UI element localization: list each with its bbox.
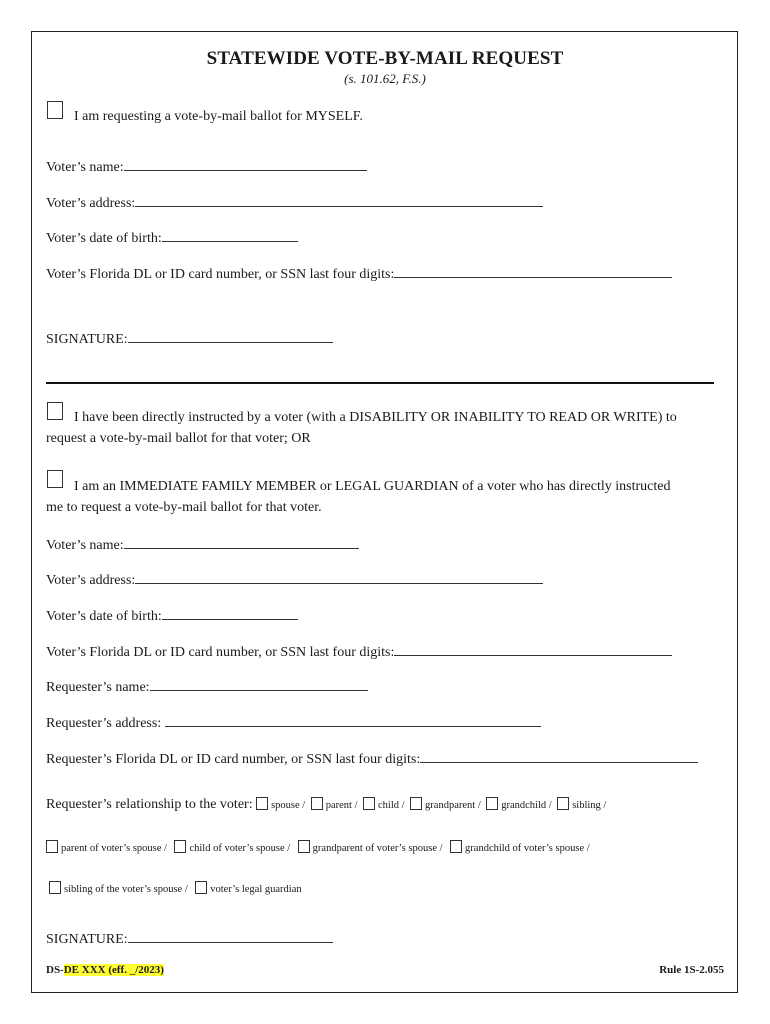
voter-address-row [46, 195, 543, 212]
disability-option-line1: I have been directly instructed by a voter (with a DISABILITY OR INABILITY TO READ OR WRITE) to [74, 410, 677, 425]
section-divider [46, 382, 714, 384]
family-option-line2: me to request a vote-by-mail ballot for that voter. [46, 500, 322, 515]
voter-name-field[interactable] [124, 537, 359, 549]
voter-address-field[interactable] [135, 572, 543, 584]
disability-option-line2: request a vote-by-mail ballot for that voter; OR [46, 431, 311, 446]
voter-address-field[interactable] [135, 195, 543, 207]
spouse-checkbox[interactable] [256, 797, 268, 810]
requester-name-row [46, 679, 368, 696]
parent-of-spouse-checkbox[interactable] [46, 840, 58, 853]
requester-address-field[interactable] [165, 715, 541, 727]
self-option-label: I am requesting a vote-by-mail ballot for MYSELF. [74, 109, 363, 124]
signature-label: SIGNATURE: [46, 932, 128, 947]
parent-checkbox[interactable] [311, 797, 323, 810]
signature-field[interactable] [128, 331, 333, 343]
voter-dob-field[interactable] [162, 608, 298, 620]
legal-guardian-option: voter’s legal guardian [210, 884, 302, 895]
sibling-option: sibling / [572, 800, 607, 811]
voter-address-label: Voter’s address: [46, 573, 136, 588]
rule-number: Rule 1S-2.055 [659, 964, 724, 976]
voter-id-row-2 [46, 644, 672, 661]
voter-dob-label: Voter’s date of birth: [46, 231, 162, 246]
grandparent-option: grandparent / [425, 800, 481, 811]
voter-dob-row [46, 230, 298, 247]
requester-id-row [46, 751, 698, 768]
child-of-spouse-option: child of voter’s spouse / [189, 843, 291, 854]
signature-label: SIGNATURE: [46, 332, 128, 347]
requester-id-field[interactable] [420, 751, 698, 763]
voter-id-field[interactable] [394, 644, 672, 656]
grandparent-of-spouse-checkbox[interactable] [298, 840, 310, 853]
spouse-option: spouse / [271, 800, 306, 811]
requester-name-field[interactable] [150, 679, 368, 691]
signature-row-2 [46, 931, 333, 948]
form-code-prefix: DS- [46, 964, 64, 976]
signature-field[interactable] [128, 931, 333, 943]
voter-address-row-2 [46, 572, 543, 589]
voter-name-label: Voter’s name: [46, 160, 124, 175]
grandchild-of-spouse-option: grandchild of voter’s spouse / [465, 843, 590, 854]
self-checkbox[interactable] [47, 101, 63, 119]
sibling-of-spouse-option: sibling of the voter’s spouse / [64, 884, 188, 895]
voter-dob-row-2 [46, 608, 298, 625]
grandchild-option: grandchild / [501, 800, 552, 811]
form-title: STATEWIDE VOTE-BY-MAIL REQUEST [206, 48, 564, 69]
relationship-row-2 [46, 840, 590, 856]
sibling-checkbox[interactable] [557, 797, 569, 810]
grandchild-checkbox[interactable] [486, 797, 498, 810]
voter-id-field[interactable] [394, 266, 672, 278]
voter-id-row [46, 266, 672, 283]
legal-guardian-checkbox[interactable] [195, 881, 207, 894]
signature-row-1 [46, 331, 333, 348]
requester-address-label: Requester’s address: [46, 716, 165, 731]
voter-dob-field[interactable] [162, 230, 298, 242]
grandparent-of-spouse-option: grandparent of voter’s spouse / [312, 843, 443, 854]
disability-checkbox[interactable] [47, 402, 63, 420]
grandparent-checkbox[interactable] [410, 797, 422, 810]
child-checkbox[interactable] [363, 797, 375, 810]
voter-name-field[interactable] [124, 159, 367, 171]
form-statute: (s. 101.62, F.S.) [344, 71, 426, 86]
requester-address-row [46, 715, 541, 732]
voter-address-label: Voter’s address: [46, 196, 136, 211]
requester-id-label: Requester’s Florida DL or ID card number, or SSN last four digits: [46, 752, 421, 767]
child-option: child / [378, 800, 405, 811]
voter-id-label: Voter’s Florida DL or ID card number, or SSN last four digits: [46, 645, 395, 660]
requester-name-label: Requester’s name: [46, 680, 150, 695]
sibling-of-spouse-checkbox[interactable] [49, 881, 61, 894]
family-checkbox[interactable] [47, 470, 63, 488]
relationship-label: Requester’s relationship to the voter: [46, 797, 253, 812]
voter-name-label: Voter’s name: [46, 538, 124, 553]
child-of-spouse-checkbox[interactable] [174, 840, 186, 853]
voter-dob-label: Voter’s date of birth: [46, 609, 162, 624]
form-code-highlight: DE XXX (eff. _/2023) [63, 964, 164, 976]
voter-name-row-2 [46, 537, 359, 554]
family-option-line1: I am an IMMEDIATE FAMILY MEMBER or LEGAL GUARDIAN of a voter who has directly instructed [74, 479, 671, 494]
form-code [46, 964, 164, 976]
parent-option: parent / [325, 800, 358, 811]
voter-name-row [46, 159, 367, 176]
relationship-row-3 [49, 881, 302, 897]
grandchild-of-spouse-checkbox[interactable] [450, 840, 462, 853]
relationship-row-1 [46, 797, 606, 813]
parent-of-spouse-option: parent of voter’s spouse / [61, 843, 167, 854]
voter-id-label: Voter’s Florida DL or ID card number, or SSN last four digits: [46, 267, 395, 282]
